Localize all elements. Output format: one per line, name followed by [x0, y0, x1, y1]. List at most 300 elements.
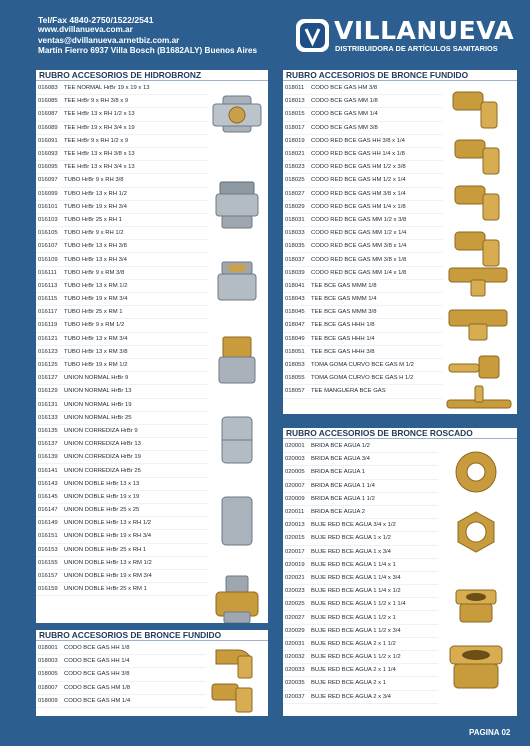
- list-item: [36, 95, 208, 108]
- item-description: UNION DOBLE HrBr 19 x RM 3/4: [64, 573, 152, 580]
- item-code: 016125: [38, 362, 58, 369]
- list-item: [283, 572, 438, 585]
- item-code: 016109: [38, 256, 58, 263]
- item-code: 018023: [285, 164, 305, 171]
- hose-barb-icon: [449, 356, 499, 378]
- item-description: UNION NORMAL HrBr 25: [64, 414, 132, 421]
- item-code: 016093: [38, 151, 58, 158]
- list-item: [36, 695, 206, 708]
- list-item: [283, 493, 438, 506]
- item-description: TEE BCE GAS MMM 1/8: [311, 282, 377, 289]
- list-item: [36, 214, 208, 227]
- item-description: BUJE RED BCE AGUA 1 1/2 x 3/4: [311, 627, 401, 634]
- valve-logo-icon: [296, 19, 329, 52]
- brass-elbow-icon-3: [455, 186, 499, 220]
- item-description: BRIDA BCE AGUA 3/4: [311, 456, 370, 463]
- list-item: [283, 214, 443, 227]
- list-item: [283, 625, 438, 638]
- brass-elbow-icon-4: [455, 232, 499, 266]
- item-code: 018019: [285, 137, 305, 144]
- list-item: [36, 108, 208, 121]
- list-item: [36, 82, 208, 95]
- hidrobronz-list: [36, 82, 208, 596]
- list-item: [283, 95, 443, 108]
- phone-text: Tel/Fax 4840-2750/1522/2541: [38, 15, 154, 25]
- item-code: 016099: [38, 190, 58, 197]
- page-header: [0, 0, 530, 66]
- item-description: BRIDA BCE AGUA 1 1/2: [311, 495, 375, 502]
- list-item: [36, 451, 208, 464]
- item-description: CODO RED BCE GAS HM 3/8 x 1/4: [311, 190, 406, 197]
- list-item: [283, 638, 438, 651]
- website-text: www.dvillanueva.com.ar: [38, 25, 133, 35]
- list-item: [36, 253, 208, 266]
- item-code: 016101: [38, 203, 58, 210]
- brass-tee-icon-1: [449, 268, 507, 296]
- brass-male-adapter-icon: [219, 337, 255, 383]
- list-item: [36, 491, 208, 504]
- item-code: 016085: [38, 98, 58, 105]
- item-code: 018033: [285, 230, 305, 237]
- item-code: 018043: [285, 296, 305, 303]
- list-item: [36, 372, 208, 385]
- hidrobronz-panel: [36, 70, 268, 623]
- list-item: [283, 506, 438, 519]
- item-description: TUBO HrBr 25 x RH 1: [64, 216, 122, 223]
- item-code: 020029: [285, 627, 305, 634]
- list-item: [36, 385, 208, 398]
- item-description: TEE HrBr 13 x RH 3/4 x 13: [64, 164, 135, 171]
- item-description: UNION DOBLE HrBr 19 x 19: [64, 493, 140, 500]
- item-code: 016089: [38, 124, 58, 131]
- galvanized-union-icon: [222, 417, 252, 463]
- item-code: 016097: [38, 177, 58, 184]
- item-code: 016127: [38, 375, 58, 382]
- list-item: [283, 148, 443, 161]
- list-item: [283, 585, 438, 598]
- item-code: 018049: [285, 335, 305, 342]
- item-description: TEE BCE GAS HHH 1/4: [311, 335, 375, 342]
- item-description: CODO RED BCE GAS HM 1/4 x 1/8: [311, 203, 406, 210]
- list-item: [283, 253, 443, 266]
- item-description: TEE HrBr 9 x RH 3/8 x 9: [64, 98, 129, 105]
- item-description: UNION CORREDIZA HrBr 13: [64, 441, 141, 448]
- item-description: CODO RED BCE GAS HM 1/2 x 3/8: [311, 164, 406, 171]
- galvanized-reducer-icon: [218, 262, 256, 300]
- item-description: UNION CORREDIZA HrBr 9: [64, 427, 138, 434]
- item-description: BUJE RED BCE AGUA 1 x 3/4: [311, 548, 391, 555]
- item-description: CODO BCE GAS HM 1/8: [64, 684, 131, 691]
- list-item: [283, 346, 443, 359]
- contact-block: [38, 15, 257, 56]
- list-item: [36, 333, 208, 346]
- bronce-fundido-right-panel: [283, 70, 517, 414]
- item-description: BUJE RED BCE AGUA 2 x 1: [311, 680, 386, 687]
- list-item: [283, 546, 438, 559]
- item-description: CODO BCE GAS HM 3/8: [311, 85, 378, 92]
- list-item: [283, 453, 438, 466]
- item-code: 018031: [285, 216, 305, 223]
- list-item: [283, 359, 443, 372]
- item-description: UNION NORMAL HrBr 9: [64, 375, 129, 382]
- item-description: TUBO HrBr 13 x RM 3/4: [64, 335, 128, 342]
- brass-elbow-icon-1: [453, 92, 497, 128]
- list-item: [36, 161, 208, 174]
- item-code: 020005: [285, 469, 305, 476]
- brand-name: VILLANUEVA: [334, 16, 515, 45]
- item-code: 018015: [285, 111, 305, 118]
- brand-logo: [296, 16, 515, 57]
- item-code: 020009: [285, 495, 305, 502]
- item-description: UNION DOBLE HrBr 13 x RH 1/2: [64, 520, 152, 527]
- list-item: [36, 227, 208, 240]
- item-description: TUBO HrBr 13 x RM 3/8: [64, 348, 128, 355]
- item-description: TEE BCE GAS HHH 1/8: [311, 322, 375, 329]
- item-description: TUBO HrBr 13 x RH 1/2: [64, 190, 127, 197]
- list-item: [283, 611, 438, 624]
- item-description: TUBO HrBr 19 x RH 3/4: [64, 203, 127, 210]
- item-code: 018007: [38, 684, 58, 691]
- list-item: [283, 691, 438, 704]
- list-item: [283, 201, 443, 214]
- list-item: [283, 161, 443, 174]
- item-code: 018009: [38, 697, 58, 704]
- bronce-roscado-list: [283, 440, 438, 704]
- item-description: TUBO HrBr 9 x RM 1/2: [64, 322, 125, 329]
- item-code: 020037: [285, 693, 305, 700]
- list-item: [283, 372, 443, 385]
- list-item: [36, 306, 208, 319]
- item-description: BUJE RED BCE AGUA 2 x 3/4: [311, 693, 391, 700]
- list-item: [36, 412, 208, 425]
- item-code: 018025: [285, 177, 305, 184]
- list-item: [283, 532, 438, 545]
- item-description: TOMA GOMA CURVO BCE GAS H 1/2: [311, 375, 414, 382]
- item-description: BRIDA BCE AGUA 2: [311, 509, 366, 516]
- item-description: BRIDA BCE AGUA 1/2: [311, 443, 370, 450]
- brass-bushing-icon-2: [450, 646, 502, 688]
- item-description: TOMA GOMA CURVO BCE GAS M 1/2: [311, 362, 414, 369]
- list-item: [36, 517, 208, 530]
- item-description: BUJE RED BCE AGUA 3/4 x 1/2: [311, 522, 396, 529]
- item-description: UNION CORREDIZA HrBr 25: [64, 467, 141, 474]
- item-code: 020035: [285, 680, 305, 687]
- item-description: TEE HrBr 13 x RH 3/8 x 13: [64, 151, 135, 158]
- list-item: [36, 530, 208, 543]
- item-code: 016139: [38, 454, 58, 461]
- item-code: 018057: [285, 388, 305, 395]
- list-item: [283, 559, 438, 572]
- item-code: 016149: [38, 520, 58, 527]
- list-item: [283, 598, 438, 611]
- bronce-fundido-right-title: RUBRO ACCESORIOS DE BRONCE FUNDIDO: [283, 70, 517, 81]
- item-code: 020007: [285, 482, 305, 489]
- item-code: 018053: [285, 362, 305, 369]
- item-description: UNION NORMAL HrBr 13: [64, 388, 132, 395]
- item-code: 016133: [38, 414, 58, 421]
- item-code: 018011: [285, 85, 305, 92]
- item-code: 016121: [38, 335, 58, 342]
- item-description: TEE HrBr 19 x RH 3/4 x 19: [64, 124, 135, 131]
- list-item: [36, 557, 208, 570]
- item-description: UNION DOBLE HrBr 13 x 13: [64, 480, 140, 487]
- item-code: 016113: [38, 282, 58, 289]
- item-code: 016145: [38, 493, 58, 500]
- item-description: TEE MANGUERA BCE GAS: [311, 388, 386, 395]
- list-item: [36, 655, 206, 668]
- list-item: [36, 188, 208, 201]
- item-description: CODO BCE GAS MM 1/4: [311, 111, 378, 118]
- list-item: [283, 82, 443, 95]
- galvanized-coupling-icon: [222, 497, 252, 545]
- item-code: 016159: [38, 586, 58, 593]
- item-code: 018005: [38, 671, 58, 678]
- bronce-fundido-right-list: [283, 82, 443, 399]
- item-code: 016095: [38, 164, 58, 171]
- list-item: [283, 651, 438, 664]
- bronce-fundido-right-images: [443, 82, 517, 414]
- list-item: [283, 677, 438, 690]
- list-item: [36, 478, 208, 491]
- item-code: 018001: [38, 645, 58, 652]
- item-description: TUBO HrBr 19 x RM 1/2: [64, 362, 128, 369]
- list-item: [283, 333, 443, 346]
- item-code: 020021: [285, 574, 305, 581]
- list-item: [36, 201, 208, 214]
- item-description: TEE NORMAL HrBr 19 x 19 x 13: [64, 85, 150, 92]
- item-code: 018027: [285, 190, 305, 197]
- address-text: Martín Fierro 6937 Villa Bosch (B1682ALY) Buenos Aires: [38, 45, 258, 55]
- item-code: 016123: [38, 348, 58, 355]
- list-item: [283, 267, 443, 280]
- item-description: TUBO HrBr 25 x RM 1: [64, 309, 123, 316]
- item-description: TUBO HrBr 13 x RM 1/2: [64, 282, 128, 289]
- item-code: 020027: [285, 614, 305, 621]
- item-description: TUBO HrBr 9 x RH 3/8: [64, 177, 124, 184]
- item-description: BUJE RED BCE AGUA 1 1/2 x 1 1/4: [311, 601, 406, 608]
- item-description: TUBO HrBr 13 x RH 3/8: [64, 243, 127, 250]
- item-code: 016111: [38, 269, 57, 276]
- item-code: 016103: [38, 216, 58, 223]
- item-code: 018051: [285, 348, 305, 355]
- item-description: TEE BCE GAS HHH 3/8: [311, 348, 375, 355]
- item-code: 020001: [285, 443, 305, 450]
- list-item: [36, 399, 208, 412]
- item-code: 018039: [285, 269, 305, 276]
- item-code: 016153: [38, 546, 58, 553]
- item-code: 020011: [285, 509, 305, 516]
- item-code: 018047: [285, 322, 305, 329]
- item-description: BUJE RED BCE AGUA 2 x 1 1/2: [311, 640, 396, 647]
- item-description: CODO BCE GAS HH 1/8: [64, 645, 130, 652]
- list-item: [36, 174, 208, 187]
- list-item: [36, 504, 208, 517]
- list-item: [36, 438, 208, 451]
- item-description: BUJE RED BCE AGUA 2 x 1 1/4: [311, 667, 396, 674]
- hose-tee-icon: [447, 386, 511, 408]
- item-code: 016105: [38, 230, 58, 237]
- list-item: [283, 519, 438, 532]
- list-item: [36, 668, 206, 681]
- item-code: 020033: [285, 667, 305, 674]
- item-description: BUJE RED BCE AGUA 1 x 1/2: [311, 535, 391, 542]
- item-code: 020031: [285, 640, 305, 647]
- item-code: 020032: [285, 654, 305, 661]
- double-union-icon: [216, 576, 258, 623]
- list-item: [283, 135, 443, 148]
- item-description: CODO RED BCE GAS HH 3/8 x 1/4: [311, 137, 405, 144]
- item-description: UNION DOBLE HrBr 19 x RH 3/4: [64, 533, 152, 540]
- brass-flange-icon-1: [456, 452, 496, 492]
- item-description: UNION DOBLE HrBr 13 x RM 1/2: [64, 559, 152, 566]
- item-description: CODO RED BCE GAS HM 1/2 x 1/4: [311, 177, 406, 184]
- bronce-fundido-left-panel: [36, 630, 268, 716]
- list-item: [283, 240, 443, 253]
- item-description: UNION DOBLE HrBr 25 x RM 1: [64, 586, 147, 593]
- item-code: 018055: [285, 375, 305, 382]
- galvanized-nipple-icon: [216, 182, 258, 228]
- item-code: 016091: [38, 137, 58, 144]
- brass-elbow-male-icon: [212, 684, 252, 712]
- item-code: 020017: [285, 548, 305, 555]
- item-description: TUBO HrBr 19 x RM 3/4: [64, 296, 128, 303]
- item-code: 018021: [285, 151, 305, 158]
- item-code: 016147: [38, 507, 58, 514]
- item-description: TEE BCE GAS MMM 3/8: [311, 309, 377, 316]
- item-description: UNION NORMAL HrBr 19: [64, 401, 132, 408]
- item-code: 016141: [38, 467, 58, 474]
- list-item: [283, 440, 438, 453]
- brass-elbow-icon-2: [455, 140, 499, 174]
- item-code: 016143: [38, 480, 58, 487]
- item-description: CODO RED BCE GAS MM 1/2 x 1/4: [311, 230, 407, 237]
- email-text: ventas@dvillanueva.arnetbiz.com.ar: [38, 35, 180, 45]
- list-item: [283, 280, 443, 293]
- item-description: CODO RED BCE GAS MM 3/8 x 1/4: [311, 243, 407, 250]
- list-item: [36, 570, 208, 583]
- list-item: [36, 267, 208, 280]
- hidrobronz-title: RUBRO ACCESORIOS DE HIDROBRONZ: [36, 70, 268, 81]
- list-item: [36, 293, 208, 306]
- item-description: CODO RED BCE GAS MM 3/8 x 1/8: [311, 256, 407, 263]
- item-code: 016117: [38, 309, 58, 316]
- bronce-roscado-images: [438, 440, 517, 716]
- item-code: 016151: [38, 533, 58, 540]
- page-number: PAGINA 02: [469, 728, 511, 737]
- item-code: 016087: [38, 111, 58, 118]
- item-description: CODO RED BCE GAS MM 1/4 x 1/8: [311, 269, 407, 276]
- item-code: 020023: [285, 588, 305, 595]
- item-description: TUBO HrBr 13 x RH 3/4: [64, 256, 127, 263]
- item-code: 020003: [285, 456, 305, 463]
- item-description: BUJE RED BCE AGUA 1 1/4 x 3/4: [311, 574, 401, 581]
- item-description: CODO BCE GAS HH 3/8: [64, 671, 130, 678]
- item-code: 020015: [285, 535, 305, 542]
- item-description: BUJE RED BCE AGUA 1 1/4 x 1/2: [311, 588, 401, 595]
- item-code: 020019: [285, 561, 305, 568]
- list-item: [283, 227, 443, 240]
- bronce-fundido-left-list: [36, 642, 206, 708]
- list-item: [36, 148, 208, 161]
- item-code: 018029: [285, 203, 305, 210]
- item-description: TEE BCE GAS MMM 1/4: [311, 296, 377, 303]
- item-code: 016137: [38, 441, 58, 448]
- brand-tagline: DISTRIBUIDORA DE ARTÍCULOS SANITARIOS: [335, 44, 498, 53]
- bronce-fundido-left-images: [206, 642, 268, 716]
- list-item: [36, 240, 208, 253]
- list-item: [36, 682, 206, 695]
- item-code: 018035: [285, 243, 305, 250]
- list-item: [36, 464, 208, 477]
- list-item: [36, 642, 206, 655]
- list-item: [283, 188, 443, 201]
- item-description: CODO RED BCE GAS HH 1/4 x 1/8: [311, 151, 405, 158]
- item-code: 020013: [285, 522, 305, 529]
- brass-flange-icon-2: [458, 512, 494, 552]
- item-code: 018041: [285, 282, 305, 289]
- item-description: CODO RED BCE GAS MM 1/2 x 3/8: [311, 216, 407, 223]
- item-code: 018003: [38, 658, 58, 665]
- list-item: [283, 480, 438, 493]
- list-item: [36, 425, 208, 438]
- item-code: 020025: [285, 601, 305, 608]
- list-item: [283, 385, 443, 398]
- item-code: 016107: [38, 243, 58, 250]
- item-description: TEE HrBr 13 x RH 1/2 x 13: [64, 111, 135, 118]
- galvanized-tee-icon: [213, 96, 261, 132]
- list-item: [283, 174, 443, 187]
- item-description: UNION DOBLE HrBr 25 x 25: [64, 507, 140, 514]
- item-code: 016135: [38, 427, 58, 434]
- list-item: [283, 466, 438, 479]
- item-description: CODO BCE GAS HM 1/4: [64, 697, 131, 704]
- list-item: [36, 135, 208, 148]
- item-code: 018037: [285, 256, 305, 263]
- item-description: BUJE RED BCE AGUA 1 1/4 x 1: [311, 561, 396, 568]
- list-item: [283, 306, 443, 319]
- item-description: UNION CORREDIZA HrBr 19: [64, 454, 141, 461]
- list-item: [36, 359, 208, 372]
- bronce-roscado-title: RUBRO ACCESORIOS DE BRONCE ROSCADO: [283, 428, 517, 439]
- bronce-roscado-panel: [283, 428, 517, 716]
- hidrobronz-images: [208, 82, 268, 623]
- item-description: CODO BCE GAS HH 1/4: [64, 658, 130, 665]
- list-item: [283, 293, 443, 306]
- item-description: BRIDA BCE AGUA 1 1/4: [311, 482, 375, 489]
- list-item: [283, 319, 443, 332]
- item-code: 018017: [285, 124, 305, 131]
- item-code: 018013: [285, 98, 305, 105]
- list-item: [36, 583, 208, 596]
- item-description: BRIDA BCE AGUA 1: [311, 469, 366, 476]
- item-description: CODO BCE GAS MM 3/8: [311, 124, 378, 131]
- item-code: 016129: [38, 388, 58, 395]
- item-description: UNION DOBLE HrBr 25 x RH 1: [64, 546, 147, 553]
- list-item: [36, 122, 208, 135]
- item-code: 016083: [38, 85, 58, 92]
- list-item: [36, 544, 208, 557]
- item-code: 016155: [38, 559, 58, 566]
- item-description: TUBO HrBr 9 x RH 1/2: [64, 230, 124, 237]
- item-code: 018045: [285, 309, 305, 316]
- list-item: [36, 346, 208, 359]
- brass-elbow-icon: [216, 650, 252, 678]
- item-description: BUJE RED BCE AGUA 1 1/2 x 1: [311, 614, 396, 621]
- item-description: CODO BCE GAS MM 1/8: [311, 98, 378, 105]
- item-description: TEE HrBr 9 x RH 1/2 x 9: [64, 137, 129, 144]
- item-code: 016157: [38, 573, 58, 580]
- bronce-fundido-left-title: RUBRO ACCESORIOS DE BRONCE FUNDIDO: [36, 630, 268, 641]
